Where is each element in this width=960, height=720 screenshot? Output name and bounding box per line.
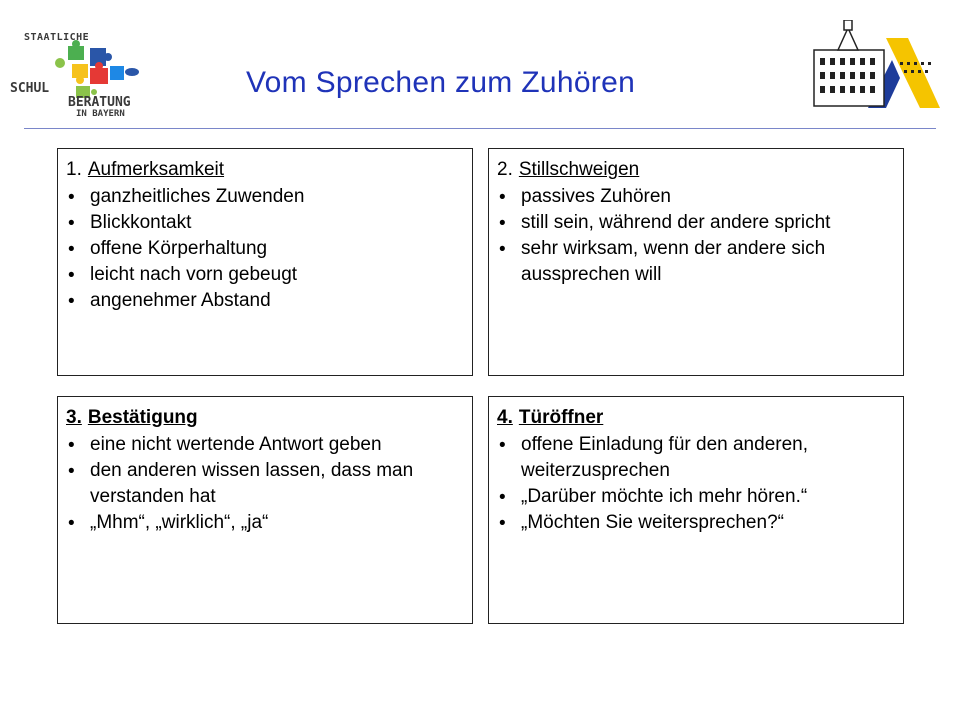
- box-tueroeffner: [488, 396, 904, 624]
- box-aufmerksamkeit: [57, 148, 473, 376]
- list-item: [497, 184, 895, 210]
- list-item: [66, 458, 464, 510]
- logo-text-in-bayern: IN BAYERN: [76, 109, 125, 119]
- bullet-list: [66, 184, 464, 314]
- list-item-text: • ganzheitliches Zuwenden: [90, 186, 305, 207]
- page-title: Vom Sprechen zum Zuhören: [246, 66, 636, 99]
- box-number: 3.: [66, 407, 82, 428]
- list-item: [497, 236, 895, 288]
- list-item-text: • angenehmer Abstand: [90, 290, 271, 311]
- castle-and-a-emblem-icon: [808, 20, 940, 112]
- box-bestaetigung: [57, 396, 473, 624]
- logo-text-staatliche: STAATLICHE: [24, 32, 90, 43]
- list-item: [66, 288, 464, 314]
- bullet-list: [497, 432, 895, 536]
- logo-text-schul: SCHUL: [10, 81, 50, 96]
- bullet-list: [497, 184, 895, 288]
- box-number: 1.: [66, 159, 82, 180]
- list-item: [66, 262, 464, 288]
- box-heading: [497, 156, 895, 184]
- list-item-text: • eine nicht wertende Antwort geben: [90, 434, 382, 455]
- bullet-list: [66, 432, 464, 536]
- box-heading-text: Stillschweigen: [518, 159, 640, 180]
- box-number: 4.: [497, 407, 513, 428]
- list-item-text: • sehr wirksam, wenn der andere sich aussprechen will: [521, 238, 826, 285]
- box-heading: [497, 404, 895, 432]
- header-divider: [24, 128, 936, 129]
- list-item: [66, 510, 464, 536]
- box-heading-text: Aufmerksamkeit: [87, 159, 225, 180]
- box-heading: [66, 156, 464, 184]
- list-item-text: • den anderen wissen lassen, dass man verstanden hat: [90, 460, 414, 507]
- list-item: [497, 432, 895, 484]
- list-item-text: • „Mhm“, „wirklich“, „ja“: [90, 512, 269, 533]
- list-item-text: • offene Körperhaltung: [90, 238, 268, 259]
- list-item: [497, 510, 895, 536]
- box-heading-text: Türöffner: [518, 407, 604, 428]
- list-item-text: • offene Einladung für den anderen, weiterzusprechen: [521, 434, 808, 481]
- list-item: [66, 236, 464, 262]
- list-item-text: • „Möchten Sie weitersprechen?“: [521, 512, 784, 533]
- list-item-text: • passives Zuhören: [521, 186, 671, 207]
- list-item-text: • still sein, während der andere spricht: [521, 212, 831, 233]
- list-item: [66, 184, 464, 210]
- list-item: [66, 210, 464, 236]
- schulberatung-logo: [10, 28, 160, 123]
- box-stillschweigen: [488, 148, 904, 376]
- list-item: [66, 432, 464, 458]
- list-item-text: • „Darüber möchte ich mehr hören.“: [521, 486, 808, 507]
- list-item: [497, 484, 895, 510]
- castle-emblem-logo: [808, 20, 940, 112]
- list-item-text: • Blickkontakt: [90, 212, 192, 233]
- box-heading: [66, 404, 464, 432]
- list-item-text: • leicht nach vorn gebeugt: [90, 264, 298, 285]
- box-number: 2.: [497, 159, 513, 180]
- list-item: [497, 210, 895, 236]
- box-heading-text: Bestätigung: [87, 407, 198, 428]
- logo-text-beratung: BERATUNG: [68, 95, 131, 110]
